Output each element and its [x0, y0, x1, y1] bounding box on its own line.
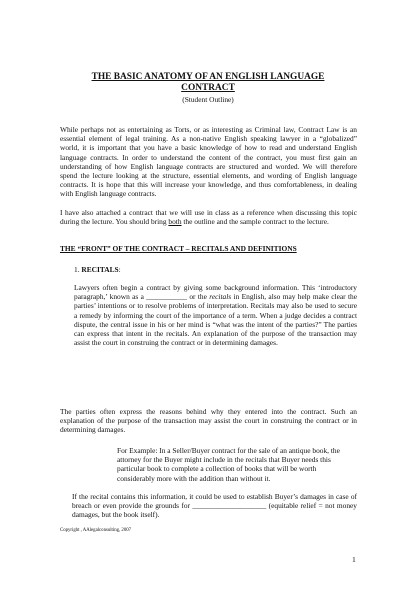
recitals-text-2: in English, also may help make clear the parties’ intentions or to resolve problems of interpretation. Recitals may also be used to secure a remedy by informing the court of the importance of a term. When a judge decides a contract dispute, the central issue in his or her mind is “what was the intent of the parties?” The parties can express that intent in the recitals. An explanation of the purpose of the transaction may assist the court in construing the contract or in determining damages.	[74, 292, 357, 348]
list-number: 1.	[74, 265, 80, 274]
document-title	[60, 72, 356, 94]
document-subtitle: (Student Outline)	[182, 95, 234, 104]
attachment-text-1: I have also attached a contract that we will use in class as a reference when discussing this topic during the lecture. You should bring	[60, 208, 357, 227]
if-recital-paragraph: If the recital contains this information, it could be used to establish Buyer’s damages in case of breach or even provide the grounds for ____________________ (equitable relief = not money damages, but the book itself).	[72, 492, 357, 520]
attachment-emphasis-both: both	[168, 217, 182, 227]
attachment-paragraph	[60, 208, 357, 226]
section-heading: THE “FRONT” OF THE CONTRACT – RECITALS AND DEFINITIONS	[60, 244, 297, 253]
title-line-2: CONTRACT	[181, 83, 235, 93]
attachment-text-2: the outline and the sample contract to the lecture.	[181, 217, 329, 227]
parties-paragraph: The parties often express the reasons behind why they entered into the contract. Such an explanation of the purpose of the transaction may assist the court in construing the contract or in determining damages.	[60, 407, 357, 435]
list-item-recitals	[74, 265, 121, 274]
recitals-paragraph	[74, 283, 357, 347]
intro-paragraph: While perhaps not as entertaining as Torts, or as interesting as Criminal law, Contract Law is an essential element of legal training. As a non-native English speaking lawyer in a “globalized” world, it is important that you have a basic knowledge of how to read and understand English language contracts. In order to understand the content of the contract, you must first gain an understanding of how English language contracts are structured and worded. We will therefore spend the lecture looking at the structure, essential elements, and wording of English language contracts. It is hope that this will increase your knowledge, and thus comfortableness, in dealing with English language contracts.	[60, 125, 357, 199]
list-label: RECITALS	[81, 265, 119, 274]
title-line-1: THE BASIC ANATOMY OF AN ENGLISH LANGUAGE	[91, 72, 325, 82]
recitals-italic-term: recitals	[209, 292, 232, 302]
example-paragraph: For Example: In a Seller/Buyer contract for the sale of an antique book, the attorney for the Buyer might include in the recitals that Buyer needs this particular book to complete a collection of books that will be worth considerably more with the addition than without it.	[117, 446, 340, 483]
page-number: 1	[352, 555, 356, 564]
recitals-text-1: Lawyers often begin a contract by giving some background information. This ‘introductory paragraph,’ known as a ___________ or the	[74, 283, 357, 302]
list-colon: :	[118, 265, 121, 274]
copyright-notice: Copyright , AAlegalconsulting, 2007	[60, 528, 132, 533]
